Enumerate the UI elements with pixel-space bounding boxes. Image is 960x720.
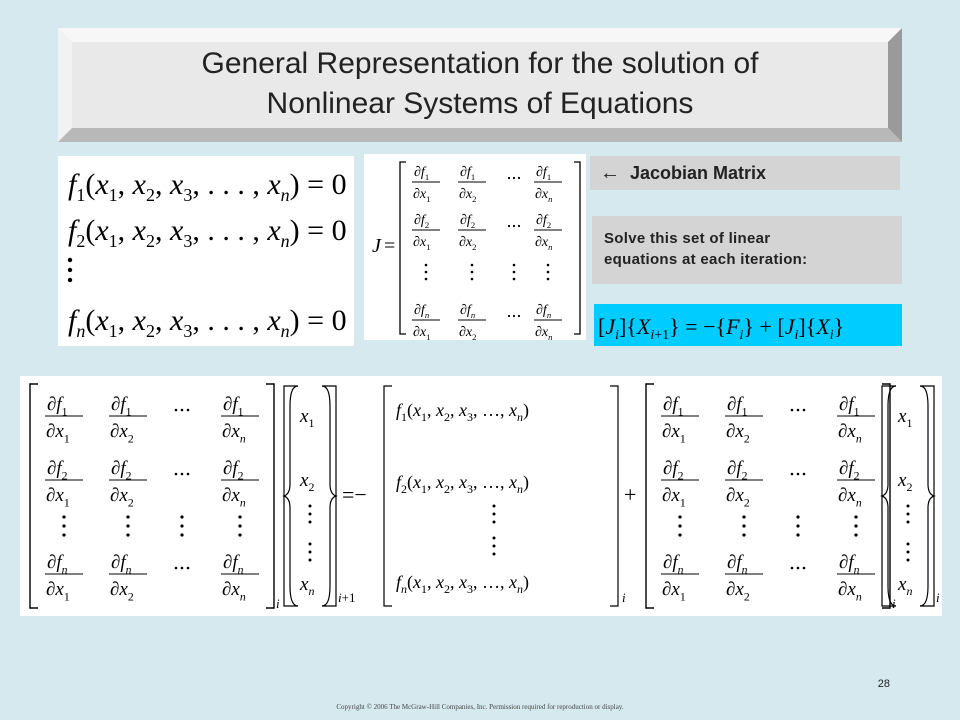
partial-numerator: $\partial f_n$ [111,552,132,577]
partial-denominator: $\partial x_n$ [222,421,246,446]
page-title [70,44,890,124]
partial-denominator: $\partial x_2$ [110,421,134,446]
partial-numerator: $\partial f_2$ [414,213,430,231]
jacobian-label-text: Jacobian Matrix [630,163,767,183]
partial-denominator: $\partial x_1$ [46,485,70,510]
partial-numerator: $\partial f_n$ [47,552,68,577]
partial-denominator: $\partial x_n$ [222,579,246,604]
partial-numerator: $\partial f_1$ [839,394,860,419]
partial-numerator: $\partial f_n$ [460,303,476,321]
svg-text:i: i [276,596,280,611]
solve-line-1: Solve this set of linear [604,230,771,247]
partial-denominator: $\partial x_2$ [726,579,750,604]
partial-denominator: $\partial x_n$ [838,579,862,604]
partial-numerator: $\partial f_2$ [727,458,748,483]
svg-text:=: = [384,235,396,257]
partial-numerator: $\partial f_n$ [727,552,748,577]
partial-numerator: $\partial f_1$ [663,394,684,419]
solve-instruction [592,216,902,284]
partial-numerator: $\partial f_2$ [111,458,132,483]
jacobian-matrix-svg [364,154,586,340]
partial-denominator: $\partial x_1$ [662,485,686,510]
partial-denominator: $\partial x_n$ [535,235,553,253]
partial-denominator: $\partial x_1$ [413,187,431,205]
expanded-system-panel [20,376,942,616]
partial-numerator: $\partial f_1$ [111,394,132,419]
partial-denominator: $\partial x_1$ [46,579,70,604]
svg-text:x1: $x_1$ [898,406,913,430]
jacobian-panel [364,154,586,340]
svg-text:x2: $x_2$ [300,470,315,494]
expanded-system-svg [20,376,942,616]
partial-denominator: $\partial x_1$ [413,325,431,340]
partial-numerator: $\partial f_n$ [536,303,552,321]
partial-denominator: $\partial x_n$ [535,187,553,205]
title-line-1: General Representation for the solution of [201,47,759,80]
partial-denominator: $\partial x_n$ [222,485,246,510]
partial-numerator: $\partial f_n$ [414,303,430,321]
vertical-ellipsis [68,258,72,282]
svg-text:=−: =− [342,482,367,507]
equation-f2: $f_2(x_1$, $x_2$, $x_3$, . . . , $x_n) = 0$ [68,214,347,251]
partial-numerator: $\partial f_1$ [460,165,476,183]
partial-numerator: $\partial f_2$ [47,458,68,483]
svg-text:xn: $x_n$ [300,574,315,598]
partial-denominator: $\partial x_2$ [459,235,477,253]
partial-numerator: $\partial f_2$ [839,458,860,483]
partial-numerator: $\partial f_n$ [663,552,684,577]
solve-line-2: equations at each iteration: [604,251,808,268]
system-equations-svg [58,156,354,346]
equation-f1: $f_1(x_1$, $x_2$, $x_3$, . . . , $x_n) = 0$ [68,168,347,205]
equation-fn: $f_n(x_1$, $x_2$, $x_3$, . . . , $x_n) = 0$ [68,304,347,341]
svg-text:x1: $x_1$ [300,406,315,430]
left-arrow-icon: ← [600,162,620,184]
partial-denominator: $\partial x_n$ [838,485,862,510]
partial-denominator: $\partial x_2$ [726,485,750,510]
svg-text:x2: $x_2$ [898,470,913,494]
iteration-equation-box [594,304,902,346]
partial-numerator: $\partial f_n$ [839,552,860,577]
svg-text:i: i [892,596,896,611]
svg-text:i: i [936,590,940,605]
svg-text:fn(x1, x2, x3, …, xn): $f_n(x_1$, $x_2$, $x_3$, …, $x_n$) [396,572,530,596]
partial-denominator: $\partial x_2$ [726,421,750,446]
svg-text:f1(x1, x2, x3, …, xn): $f_1(x_1$, $x_2$, $x_3$, …, $x_n$) [396,400,530,424]
partial-numerator: $\partial f_2$ [536,213,552,231]
svg-text:[Ji]{Xi+1} = −{Fi} + [Ji]{Xi}: $[J_i]\{X_i+1\} = -\{F_i\} + [J_i]\{X_i\}$ [598,314,845,343]
partial-numerator: $\partial f_1$ [223,394,244,419]
partial-numerator: $\partial f_n$ [223,552,244,577]
partial-numerator: $\partial f_1$ [414,165,430,183]
page-number: 28 [877,678,890,690]
svg-text:+: + [624,482,637,507]
jacobian-label [590,156,900,190]
partial-denominator: $\partial x_1$ [662,579,686,604]
svg-text:i: i [622,590,626,605]
partial-denominator: $\partial x_2$ [110,485,134,510]
copyright-notice: Copyright © 2006 The McGraw-Hill Companies, Inc. Permission required for reproduction or display. [336,703,624,711]
svg-text:f2(x1, x2, x3, …, xn): $f_2(x_1$, $x_2$, $x_3$, …, $x_n$) [396,472,530,496]
svg-text:J: J [372,235,381,257]
iteration-equation [594,304,902,346]
partial-numerator: $\partial f_2$ [663,458,684,483]
partial-denominator: $\partial x_2$ [459,325,477,340]
partial-denominator: $\partial x_1$ [413,235,431,253]
partial-numerator: $\partial f_1$ [47,394,68,419]
partial-denominator: $\partial x_1$ [662,421,686,446]
partial-numerator: $\partial f_2$ [460,213,476,231]
partial-numerator: $\partial f_1$ [536,165,552,183]
partial-numerator: $\partial f_1$ [727,394,748,419]
partial-denominator: $\partial x_n$ [838,421,862,446]
svg-text:xn: $x_n$ [898,574,913,598]
system-equations-panel [58,156,354,346]
svg-text:i+1: i+1 [338,590,356,605]
partial-denominator: $\partial x_1$ [46,421,70,446]
partial-numerator: $\partial f_2$ [223,458,244,483]
partial-denominator: $\partial x_n$ [535,325,553,340]
partial-denominator: $\partial x_2$ [110,579,134,604]
title-line-2: Nonlinear Systems of Equations [266,87,694,120]
partial-denominator: $\partial x_2$ [459,187,477,205]
